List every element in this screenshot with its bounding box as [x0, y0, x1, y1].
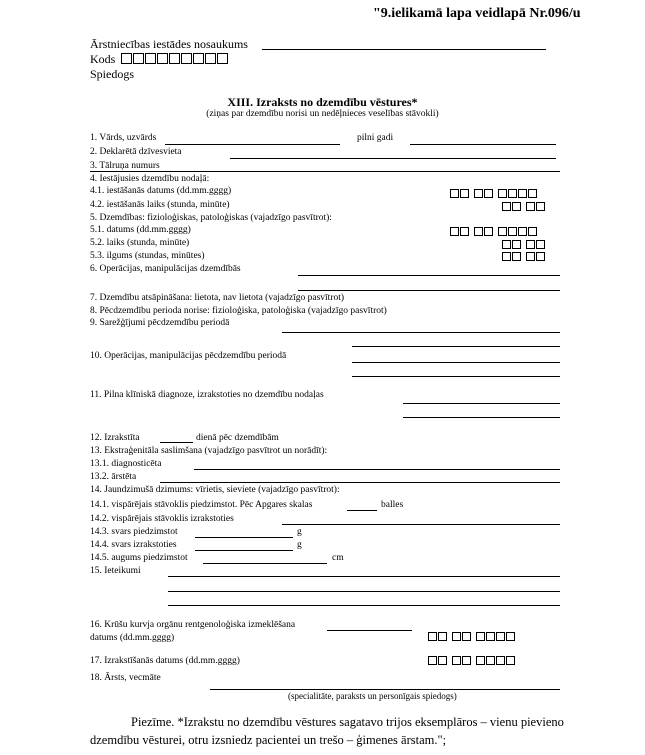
recommendations-line-3[interactable] — [168, 605, 560, 606]
discharge-date-boxes[interactable] — [428, 656, 516, 665]
birth-weight-line[interactable] — [195, 537, 293, 538]
field-7-anesthesia: 7. Dzemdību atsāpināšana: lietota, nav lietota (vajadzīgo pasvītrot) — [90, 293, 345, 303]
operations-line-1[interactable] — [298, 275, 560, 276]
field-16-xray-date: datums (dd.mm.gggg) — [90, 633, 175, 643]
field-18-doctor: 18. Ārsts, vecmāte — [90, 673, 161, 683]
field-17-discharge-date: 17. Izrakstīšanās datums (dd.mm.gggg) — [90, 656, 240, 666]
institution-name-line[interactable] — [262, 49, 546, 50]
diagnosis-line-2[interactable] — [403, 417, 560, 418]
name-line[interactable] — [165, 144, 340, 145]
note-line-1: Piezīme. *Izrakstu no dzemdību vēstures sagatavo trijos eksemplāros – vienu pievieno — [131, 715, 564, 729]
delivery-date-boxes[interactable] — [450, 227, 538, 236]
postpartum-ops-line-1[interactable] — [352, 362, 560, 363]
field-13-extragenital: 13. Ekstraģenitāla saslimšana (vajadzīgo pasvītrot un norādīt): — [90, 446, 328, 456]
address-line[interactable] — [230, 158, 556, 159]
note-line-2: dzemdību vēsturei, otru izsniedz pacientei un trešo – ģimenes ārstam."; — [90, 733, 447, 747]
field-4-2-time: 4.2. iestāšanās laiks (stunda, minūte) — [90, 200, 230, 210]
diagnosis-line-1[interactable] — [403, 403, 560, 404]
field-12-days-after: dienā pēc dzemdībām — [196, 433, 279, 443]
field-10-postpartum-operations: 10. Operācijas, manipulācijas pēcdzemdību periodā — [90, 351, 287, 361]
field-2-address: 2. Deklarētā dzīvesvieta — [90, 147, 182, 157]
field-8-postpartum: 8. Pēcdzemdību perioda norise: fizioloģiska, patoloģiska (vajadzīgo pasvītrot) — [90, 306, 387, 316]
field-16-xray: 16. Krūšu kurvja orgānu rentgenoloģiska izmeklēšana — [90, 620, 296, 630]
field-14-1-apgar: 14.1. vispārējais stāvoklis piedzimstot. Pēc Apgares skalas — [90, 500, 313, 510]
field-13-2-treated: 13.2. ārstēta — [90, 472, 137, 482]
field-14-2-discharge-condition: 14.2. vispārējais stāvoklis izrakstoties — [90, 514, 234, 524]
field-13-1-diagnosed: 13.1. diagnosticēta — [90, 459, 162, 469]
postpartum-ops-line-2[interactable] — [352, 376, 560, 377]
delivery-duration-boxes[interactable] — [502, 252, 546, 261]
page-title: XIII. Izraksts no dzemdību vēstures* — [227, 95, 418, 109]
recommendations-line-1[interactable] — [168, 576, 560, 577]
discharge-weight-unit: g — [297, 540, 302, 550]
field-12-discharged: 12. Izrakstīta — [90, 433, 140, 443]
field-11-diagnosis: 11. Pilna klīniskā diagnoze, izrakstoties no dzemdību nodaļas — [90, 390, 324, 400]
phone-line[interactable] — [90, 171, 560, 172]
form-reference: "9.ielikamā lapa veidlapā Nr.096/u — [373, 6, 581, 21]
page-subtitle: (ziņas par dzemdību norisi un nedēļnieces veselības stāvokli) — [206, 109, 439, 119]
doctor-signature-line[interactable] — [210, 689, 560, 690]
recommendations-line-2[interactable] — [168, 591, 560, 592]
institution-label: Ārstniecības iestādes nosaukums — [90, 37, 248, 51]
discharge-condition-line[interactable] — [282, 524, 560, 525]
apgar-line[interactable] — [347, 510, 377, 511]
field-5-3-duration: 5.3. ilgums (stundas, minūtes) — [90, 251, 205, 261]
field-15-recommendations: 15. Ieteikumi — [90, 566, 141, 576]
field-14-3-birth-weight: 14.3. svars piedzimstot — [90, 527, 178, 537]
signature-caption: (specialitāte, paraksts un personīgais spiedogs) — [288, 691, 457, 701]
discharge-day-line[interactable] — [160, 442, 193, 443]
code-label: Kods — [90, 52, 116, 66]
field-4-1-date: 4.1. iestāšanās datums (dd.mm.gggg) — [90, 186, 232, 196]
field-4-admission: 4. Iestājusies dzemdību nodaļā: — [90, 174, 210, 184]
discharge-weight-line[interactable] — [195, 550, 293, 551]
field-1-name: 1. Vārds, uzvārds — [90, 133, 157, 143]
admission-time-boxes[interactable] — [502, 202, 546, 211]
field-3-phone: 3. Tālruņa numurs — [90, 161, 160, 171]
birth-length-line[interactable] — [203, 563, 327, 564]
delivery-time-boxes[interactable] — [502, 240, 546, 249]
operations-line-2[interactable] — [298, 290, 560, 291]
xray-date-boxes[interactable] — [428, 632, 516, 641]
field-14-4-discharge-weight: 14.4. svars izrakstoties — [90, 540, 177, 550]
stamp-label: Spiedogs — [90, 67, 135, 81]
field-1-age: pilni gadi — [357, 133, 394, 143]
field-6-operations: 6. Operācijas, manipulācijas dzemdībās — [90, 264, 241, 274]
admission-date-boxes[interactable] — [450, 189, 538, 198]
field-14-5-birth-length: 14.5. augums piedzimstot — [90, 553, 188, 563]
birth-length-unit: cm — [332, 553, 344, 563]
xray-line[interactable] — [327, 630, 412, 631]
complications-line-2[interactable] — [352, 346, 560, 347]
birth-weight-unit: g — [297, 527, 302, 537]
field-9-complications: 9. Sarežģījumi pēcdzemdību periodā — [90, 318, 230, 328]
diagnosed-line[interactable] — [194, 469, 560, 470]
field-5-delivery: 5. Dzemdības: fizioloģiskas, patoloģiskas (vajadzīgo pasvītrot): — [90, 213, 332, 223]
age-line[interactable] — [410, 144, 556, 145]
field-5-1-date: 5.1. datums (dd.mm.gggg) — [90, 225, 191, 235]
apgar-unit: balles — [381, 500, 404, 510]
field-14-newborn-sex: 14. Jaundzimušā dzimums: vīrietis, sieviete (vajadzīgo pasvītrot): — [90, 485, 340, 495]
code-boxes[interactable] — [121, 53, 229, 64]
treated-line[interactable] — [160, 482, 560, 483]
field-5-2-time: 5.2. laiks (stunda, minūte) — [90, 238, 190, 248]
complications-line-1[interactable] — [282, 332, 560, 333]
